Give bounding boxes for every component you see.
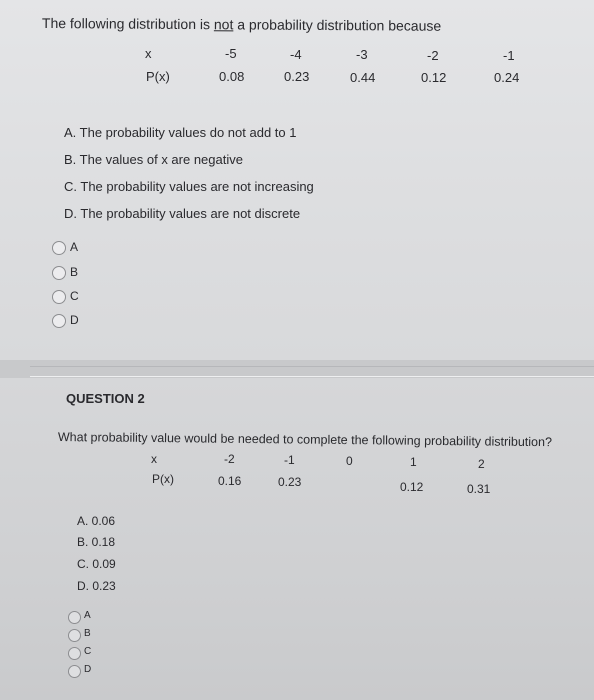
radio-label: D <box>70 313 79 327</box>
radio-circle-icon[interactable] <box>52 290 66 304</box>
radio-label: C <box>70 289 79 303</box>
q1-p-value: 0.23 <box>284 69 310 84</box>
q1-x-header: x <box>145 46 152 61</box>
radio-label: A <box>70 240 79 254</box>
radio-circle-icon[interactable] <box>52 314 66 328</box>
radio-circle-icon[interactable] <box>68 629 81 642</box>
question-2-prompt: What probability value would be needed to complete the following probability distribution? <box>57 430 553 450</box>
q1-x-value: -5 <box>225 46 237 61</box>
q1-x-value: -4 <box>290 47 302 62</box>
q2-p-value: 0.16 <box>218 474 242 488</box>
q1-x-value: -1 <box>503 48 515 63</box>
q2-x-value: 0 <box>346 454 353 468</box>
q1-p-value: 0.08 <box>219 69 245 84</box>
q2-option-a: A. 0.06 <box>77 514 116 528</box>
radio-circle-icon[interactable] <box>52 266 66 280</box>
underlined-word: not <box>213 16 234 33</box>
q2-x-header: x <box>151 452 157 466</box>
q1-p-header: P(x) <box>146 69 170 84</box>
q1-p-value: 0.24 <box>494 70 520 85</box>
q1-p-value: 0.12 <box>421 70 447 85</box>
radio-label: B <box>70 265 79 279</box>
q2-p-value: 0.23 <box>278 475 302 489</box>
radio-label: D <box>84 664 92 675</box>
radio-label: B <box>84 628 91 639</box>
q1-p-value: 0.44 <box>350 70 376 85</box>
q2-option-b: B. 0.18 <box>77 535 116 549</box>
question-2-heading: QUESTION 2 <box>66 391 145 406</box>
radio-label: A <box>84 610 91 621</box>
q1-option-d: D. The probability values are not discrete <box>64 206 301 221</box>
radio-circle-icon[interactable] <box>68 665 81 678</box>
separator-line <box>30 366 594 367</box>
radio-label: C <box>84 646 92 657</box>
q1-option-a: A. The probability values do not add to 1 <box>64 125 297 140</box>
q1-x-value: -2 <box>427 48 439 63</box>
q2-x-value: 2 <box>478 457 485 471</box>
q1-option-b: B. The values of x are negative <box>64 152 243 167</box>
q2-p-header: P(x) <box>152 472 174 486</box>
q2-p-value: 0.12 <box>400 480 424 494</box>
question-1-prompt: The following distribution is not a probability distribution because <box>41 15 442 34</box>
radio-circle-icon[interactable] <box>52 241 66 255</box>
q2-x-value: -1 <box>284 453 295 467</box>
q2-option-c: C. 0.09 <box>77 557 116 571</box>
q2-x-value: 1 <box>410 455 417 469</box>
q2-p-value: 0.31 <box>467 482 491 496</box>
radio-circle-icon[interactable] <box>68 611 81 624</box>
q2-option-d: D. 0.23 <box>77 579 116 593</box>
separator-highlight <box>30 376 594 377</box>
radio-circle-icon[interactable] <box>68 647 81 660</box>
q2-x-value: -2 <box>224 452 235 466</box>
q1-x-value: -3 <box>356 47 368 62</box>
q1-option-c: C. The probability values are not increasing <box>64 179 314 194</box>
